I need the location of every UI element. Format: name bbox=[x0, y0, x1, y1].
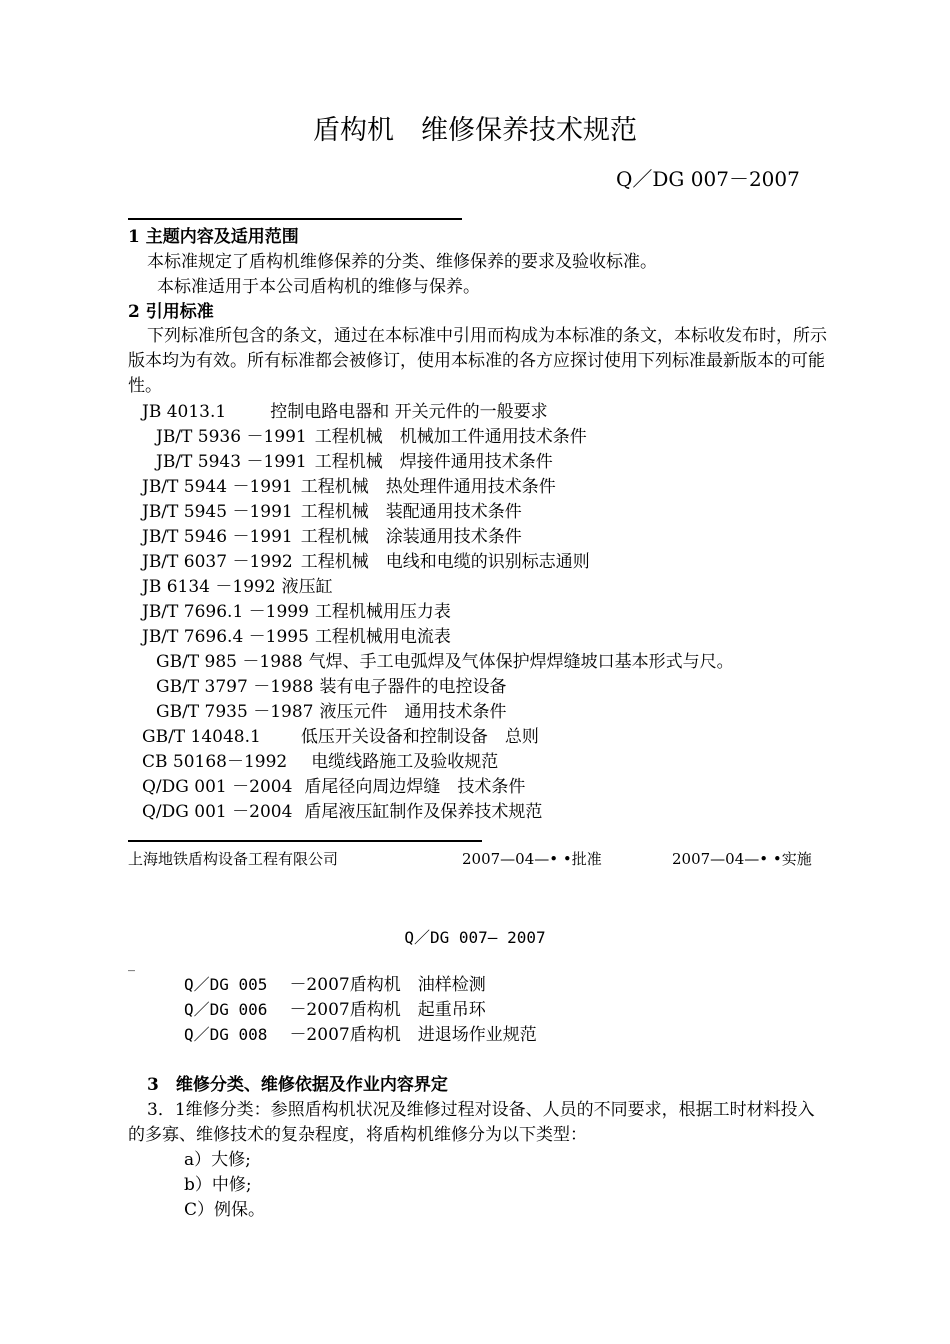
reference-title: 盾尾液压缸制作及保养技术规范 bbox=[304, 802, 543, 822]
reference-title: 工程机械 装配通用技术条件 bbox=[300, 502, 522, 522]
reference-code: JB/T 5944 －1991 bbox=[142, 477, 293, 497]
reference-item bbox=[156, 650, 734, 674]
reference-code: JB/T 5946 －1991 bbox=[142, 527, 293, 547]
reference-code: JB 4013.1 bbox=[142, 402, 227, 422]
reference-item bbox=[142, 475, 556, 499]
reference-code: GB/T 3797 －1988 bbox=[156, 677, 314, 697]
effective-date: 2007—04—• •实施 bbox=[672, 850, 812, 868]
reference-title: 控制电路电器和 开关元件的一般要求 bbox=[270, 402, 548, 422]
page-2-dash: _ bbox=[128, 956, 135, 972]
reference-code: Q/DG 001 －2004 bbox=[142, 777, 293, 797]
reference-title: 装有电子器件的电控设备 bbox=[319, 677, 507, 697]
reference-item bbox=[184, 1023, 537, 1047]
reference-title: 工程机械 机械加工件通用技术条件 bbox=[314, 427, 587, 447]
reference-item bbox=[184, 998, 486, 1022]
section-2-heading: 2 引用标准 bbox=[128, 302, 214, 322]
reference-item bbox=[142, 500, 522, 524]
reference-item bbox=[142, 750, 498, 774]
reference-code: JB/T 7696.4 －1995 bbox=[142, 627, 309, 647]
reference-title: 液压元件 通用技术条件 bbox=[319, 702, 507, 722]
reference-item bbox=[142, 400, 548, 424]
section-3-heading: 3 维修分类、维修依据及作业内容界定 bbox=[147, 1075, 448, 1095]
list-item: b）中修; bbox=[184, 1175, 252, 1195]
reference-title: 盾构机 油样检测 bbox=[349, 975, 486, 995]
reference-code: Q／DG 006 bbox=[184, 1000, 268, 1019]
reference-title: 工程机械 热处理件通用技术条件 bbox=[300, 477, 556, 497]
reference-code: JB 6134 －1992 bbox=[142, 577, 276, 597]
approval-date: 2007—04—• •批准 bbox=[462, 850, 602, 868]
reference-title: 盾构机 起重吊环 bbox=[349, 1000, 486, 1020]
reference-item bbox=[184, 973, 486, 997]
section-1-paragraph-1: 本标准规定了盾构机维修保养的分类、维修保养的要求及验收标准。 bbox=[147, 252, 657, 272]
reference-item bbox=[142, 525, 522, 549]
document-title: 盾构机 维修保养技术规范 bbox=[313, 115, 637, 146]
reference-item bbox=[142, 575, 333, 599]
reference-item bbox=[156, 675, 506, 699]
reference-code: JB/T 5945 －1991 bbox=[142, 502, 293, 522]
reference-item bbox=[142, 625, 451, 649]
reference-code: CB 50168－1992 bbox=[142, 752, 288, 772]
reference-item bbox=[142, 800, 542, 824]
reference-item bbox=[142, 550, 590, 574]
reference-code: JB/T 5936 －1991 bbox=[156, 427, 307, 447]
reference-code: Q／DG 005 bbox=[184, 975, 268, 994]
document-code: Q／DG 007－2007 bbox=[616, 167, 800, 191]
reference-title: 盾尾径向周边焊缝 技术条件 bbox=[304, 777, 526, 797]
page-2-header: Q／DG 007— 2007 bbox=[404, 928, 546, 947]
reference-item bbox=[156, 450, 553, 474]
list-item: C）例保。 bbox=[184, 1200, 266, 1220]
reference-item bbox=[142, 600, 451, 624]
reference-code: JB/T 5943 －1991 bbox=[156, 452, 307, 472]
reference-item bbox=[142, 775, 525, 799]
section-2-intro: 下列标准所包含的条文，通过在本标准中引用而构成为本标准的条文，本标收发布时，所示版本均为有效。所有标准都会被修订，使用本标准的各方应探讨使用下列标准最新版本的可能性。 bbox=[128, 326, 827, 396]
reference-title: 盾构机 进退场作业规范 bbox=[349, 1025, 537, 1045]
reference-year: －2007 bbox=[289, 1000, 350, 1020]
list-item: a）大修; bbox=[184, 1150, 251, 1170]
reference-item bbox=[156, 700, 506, 724]
reference-code: Q／DG 008 bbox=[184, 1025, 268, 1044]
reference-item bbox=[156, 425, 587, 449]
reference-code: Q/DG 001 －2004 bbox=[142, 802, 293, 822]
reference-title: 气焊、手工电弧焊及气体保护焊焊缝坡口基本形式与尺。 bbox=[308, 652, 734, 672]
reference-title: 电缆线路施工及验收规范 bbox=[311, 752, 499, 772]
section-1-paragraph-2: 本标准适用于本公司盾构机的维修与保养。 bbox=[157, 277, 480, 297]
header-divider bbox=[128, 218, 462, 220]
reference-year: －2007 bbox=[289, 1025, 350, 1045]
reference-code: JB/T 6037 －1992 bbox=[142, 552, 293, 572]
section-3-paragraph: 3．1维修分类：参照盾构机状况及维修过程对设备、人员的不同要求，根据工时材料投入的多寡、维修技术的复杂程度，将盾构机维修分为以下类型： bbox=[128, 1100, 815, 1145]
reference-title: 液压缸 bbox=[281, 577, 333, 597]
reference-code: GB/T 985 －1988 bbox=[156, 652, 303, 672]
reference-year: －2007 bbox=[289, 975, 350, 995]
reference-title: 工程机械用电流表 bbox=[314, 627, 451, 647]
reference-title: 工程机械 涂装通用技术条件 bbox=[300, 527, 522, 547]
reference-code: GB/T 14048.1 bbox=[142, 727, 261, 747]
footer-divider bbox=[128, 840, 482, 842]
reference-code: JB/T 7696.1 －1999 bbox=[142, 602, 309, 622]
reference-title: 低压开关设备和控制设备 总则 bbox=[300, 727, 539, 747]
reference-title: 工程机械 电线和电缆的识别标志通则 bbox=[300, 552, 590, 572]
reference-title: 工程机械用压力表 bbox=[314, 602, 451, 622]
section-1-heading: 1 主题内容及适用范围 bbox=[128, 227, 299, 247]
reference-item bbox=[142, 725, 539, 749]
reference-code: GB/T 7935 －1987 bbox=[156, 702, 314, 722]
reference-title: 工程机械 焊接件通用技术条件 bbox=[314, 452, 553, 472]
company-name: 上海地铁盾构设备工程有限公司 bbox=[128, 850, 339, 868]
